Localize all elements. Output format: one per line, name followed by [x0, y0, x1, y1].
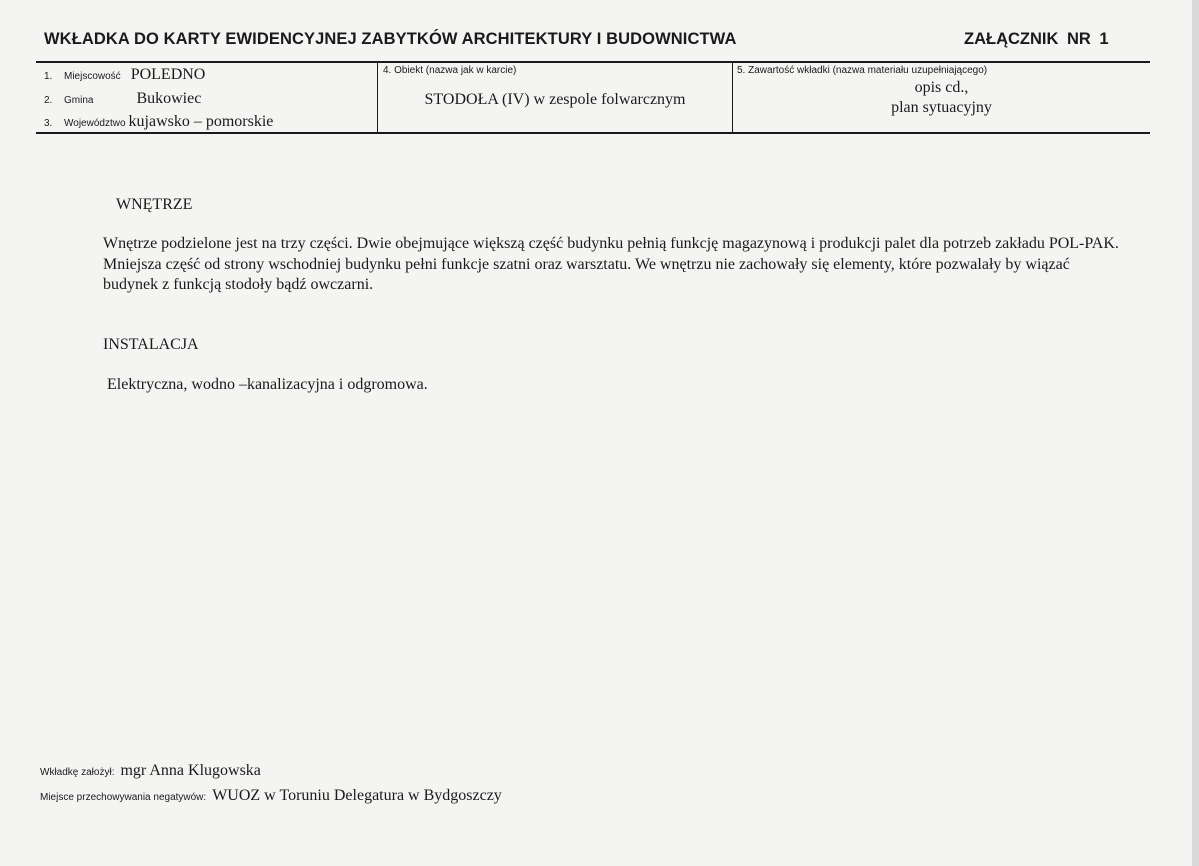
footer-author [40, 762, 261, 780]
footer-storage [40, 787, 502, 805]
field-label: Gmina [64, 95, 94, 106]
installation-text: Elektryczna, wodno –kanalizacyjna i odgromowa. [107, 376, 428, 393]
field-value: POLEDNO [130, 66, 206, 83]
field-commune [44, 90, 201, 108]
contents-value [733, 78, 1150, 118]
object-value: STODOŁA (IV) w zespole folwarcznym [424, 91, 686, 108]
installation-heading: INSTALACJA [103, 336, 199, 353]
field-locality [44, 66, 205, 84]
author-label: Wkładkę założył: [40, 767, 115, 778]
scan-edge [1192, 0, 1199, 866]
header-rule-bottom [36, 132, 1150, 134]
storage-label: Miejsce przechowywania negatywów: [40, 792, 207, 803]
field-label: Województwo [64, 118, 126, 129]
document-title: WKŁADKA DO KARTY EWIDENCYJNEJ ZABYTKÓW ARCHITEKTURY I BUDOWNICTWA [44, 30, 737, 48]
author-value: mgr Anna Klugowska [120, 762, 261, 779]
field-number: 1. [44, 71, 53, 82]
object-label: 4. Obiekt (nazwa jak w karcie) [383, 65, 517, 76]
contents-line-1: opis cd., [914, 79, 969, 96]
interior-text: Wnętrze podzielone jest na trzy części. Dwie obejmujące większą część budynku pełnią funkcję magazynową i produkcji palet dla potrzeb zakładu POL-PAK. Mniejsza część od strony wschodniej budynku pełni funkcje szatni oraz warsztatu. We wnętrzu nie zachowały się elementy, które pozwalały by wiązać budynek z funkcją stodoły bądź owczarni. [103, 235, 1119, 293]
field-number: 3. [44, 118, 53, 129]
field-label: Miejscowość [64, 71, 121, 82]
field-value: kujawsko – pomorskie [128, 113, 274, 130]
field-voivodeship [44, 113, 273, 131]
annex-number: ZAŁĄCZNIK NR 1 [964, 30, 1109, 48]
interior-heading: WNĘTRZE [116, 196, 193, 213]
field-number: 2. [44, 95, 53, 106]
contents-label: 5. Zawartość wkładki (nazwa materiału uzupełniającego) [737, 65, 988, 76]
contents-line-2: plan sytuacyjny [891, 99, 992, 116]
field-value: Bukowiec [136, 90, 202, 107]
storage-value: WUOZ w Toruniu Delegatura w Bydgoszczy [212, 787, 502, 804]
header-rule-top [36, 61, 1150, 63]
